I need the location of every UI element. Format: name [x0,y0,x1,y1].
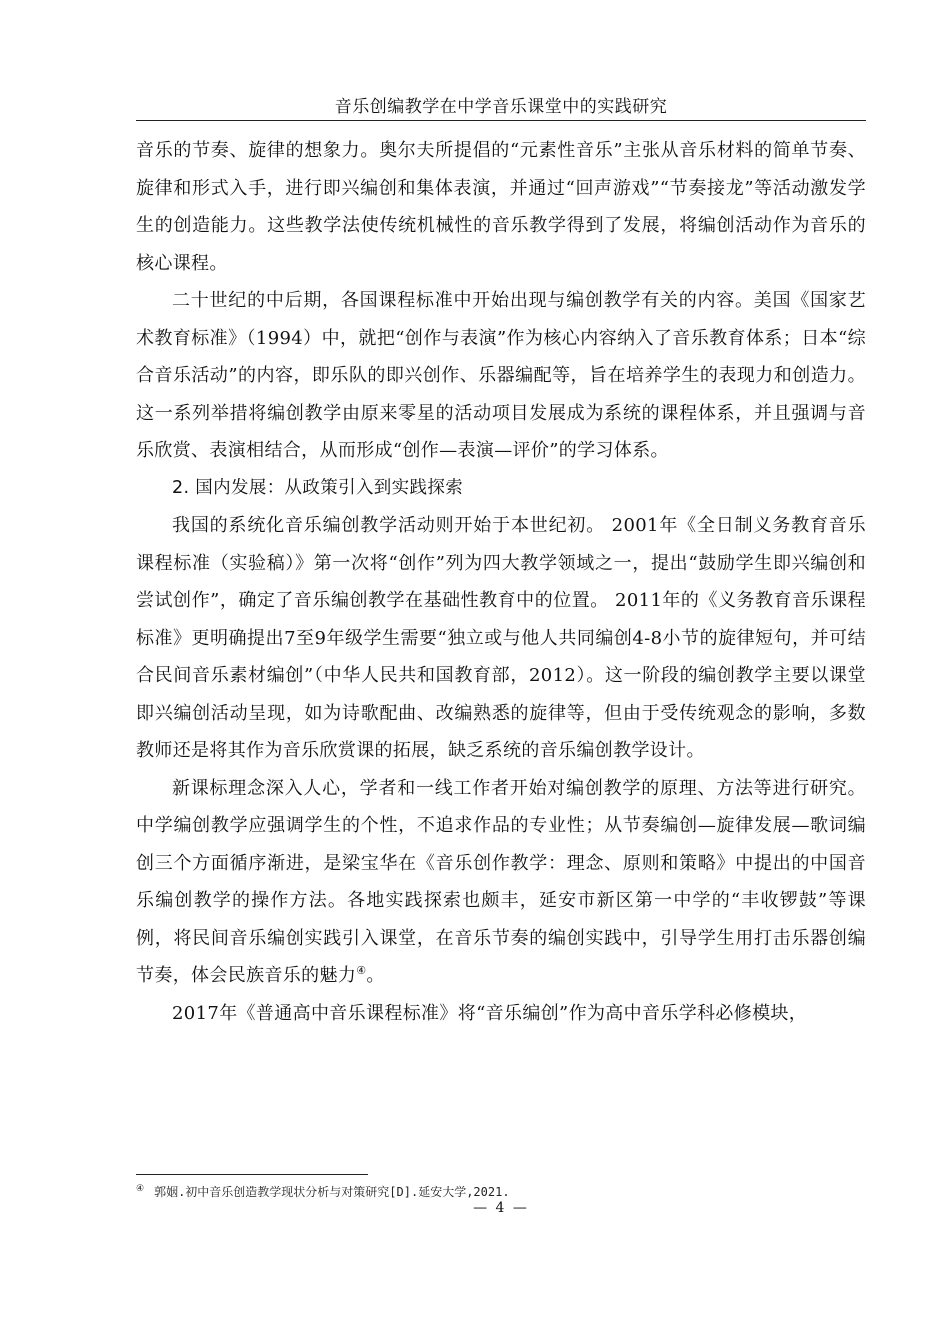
paragraph-international-standards: 二十世纪的中后期，各国课程标准中开始出现与编创教学有关的内容。美国《国家艺术教育标准》（1994）中，就把“创作与表演”作为核心内容纳入了音乐教育体系；日本“综合音乐活动”的内容，即乐队的即兴创作、乐器编配等，旨在培养学生的表现力和创造力。这一系列举措将编创教学由原来零星的活动项目发展成为系统的课程体系，并且强调与音乐欣赏、表演相结合，从而形成“创作—表演—评价”的学习体系。 [136,290,866,461]
paragraph-2017-standard: 2017年《普通高中音乐课程标准》将“音乐编创”作为高中音乐学科必修模块， [172,1002,808,1024]
footnote-separator [136,1174,368,1175]
header-rule [136,120,866,121]
paragraph-continuation: 音乐的节奏、旋律的想象力。奥尔夫所提倡的“元素性音乐”主张从音乐材料的简单节奏、旋律和形式入手，进行即兴编创和集体表演，并通过“回声游戏”“节奏接龙”等活动激发学生的创造能力。这些教学法使传统机械性的音乐教学得到了发展，将编创活动作为音乐的核心课程。 [136,140,866,274]
footnote-mark: ④ [136,1184,145,1194]
paragraph-practice-text: 新课标理念深入人心，学者和一线工作者开始对编创教学的原理、方法等进行研究。中学编创教学应强调学生的个性，不追求作品的专业性；从节奏编创—旋律发展—歌词编创三个方面循序渐进，是梁宝华在《音乐创作教学：理念、原则和策略》中提出的中国音乐编创教学的操作方法。各地实践探索也颇丰，延安市新区第一中学的“丰收锣鼓”等课例，将民间音乐编创实践引入课堂，在音乐节奏的编创实践中，引导学生用打击乐器创编节奏，体会民族音乐的魅力 [136,777,866,986]
page-number: — 4 — [473,1200,529,1216]
body-text [136,132,866,1032]
paragraph-domestic-policy: 我国的系统化音乐编创教学活动则开始于本世纪初。 2001年《全日制义务教育音乐课程标准（实验稿）》第一次将“创作”列为四大教学领域之一，提出“鼓励学生即兴编创和尝试创作”，确定了音乐编创教学在基础性教育中的位置。 2011年的《义务教育音乐课程标准》更明确提出7至9年级学生需要“独立或与他人共同编创4-8小节的旋律短句，并可结合民间音乐素材编创”（中华人民共和国教育部，2012）。这一阶段的编创教学主要以课堂即兴编创活动呈现，如为诗歌配曲、改编熟悉的旋律等，但由于受传统观念的影响，多数教师还是将其作为音乐欣赏课的拓展，缺乏系统的音乐编创教学设计。 [136,515,866,761]
paragraph-practice-exploration [136,770,866,995]
paragraph-practice-end: 。 [366,965,385,986]
running-header: 音乐创编教学在中学音乐课堂中的实践研究 [334,97,668,117]
footnote-reference[interactable]: ④ [356,964,367,977]
footnote-text: 郭姻.初中音乐创造教学现状分析与对策研究[D].延安大学,2021. [154,1185,510,1199]
section-heading-domestic-development: 2. 国内发展：从政策引入到实践探索 [172,477,464,498]
